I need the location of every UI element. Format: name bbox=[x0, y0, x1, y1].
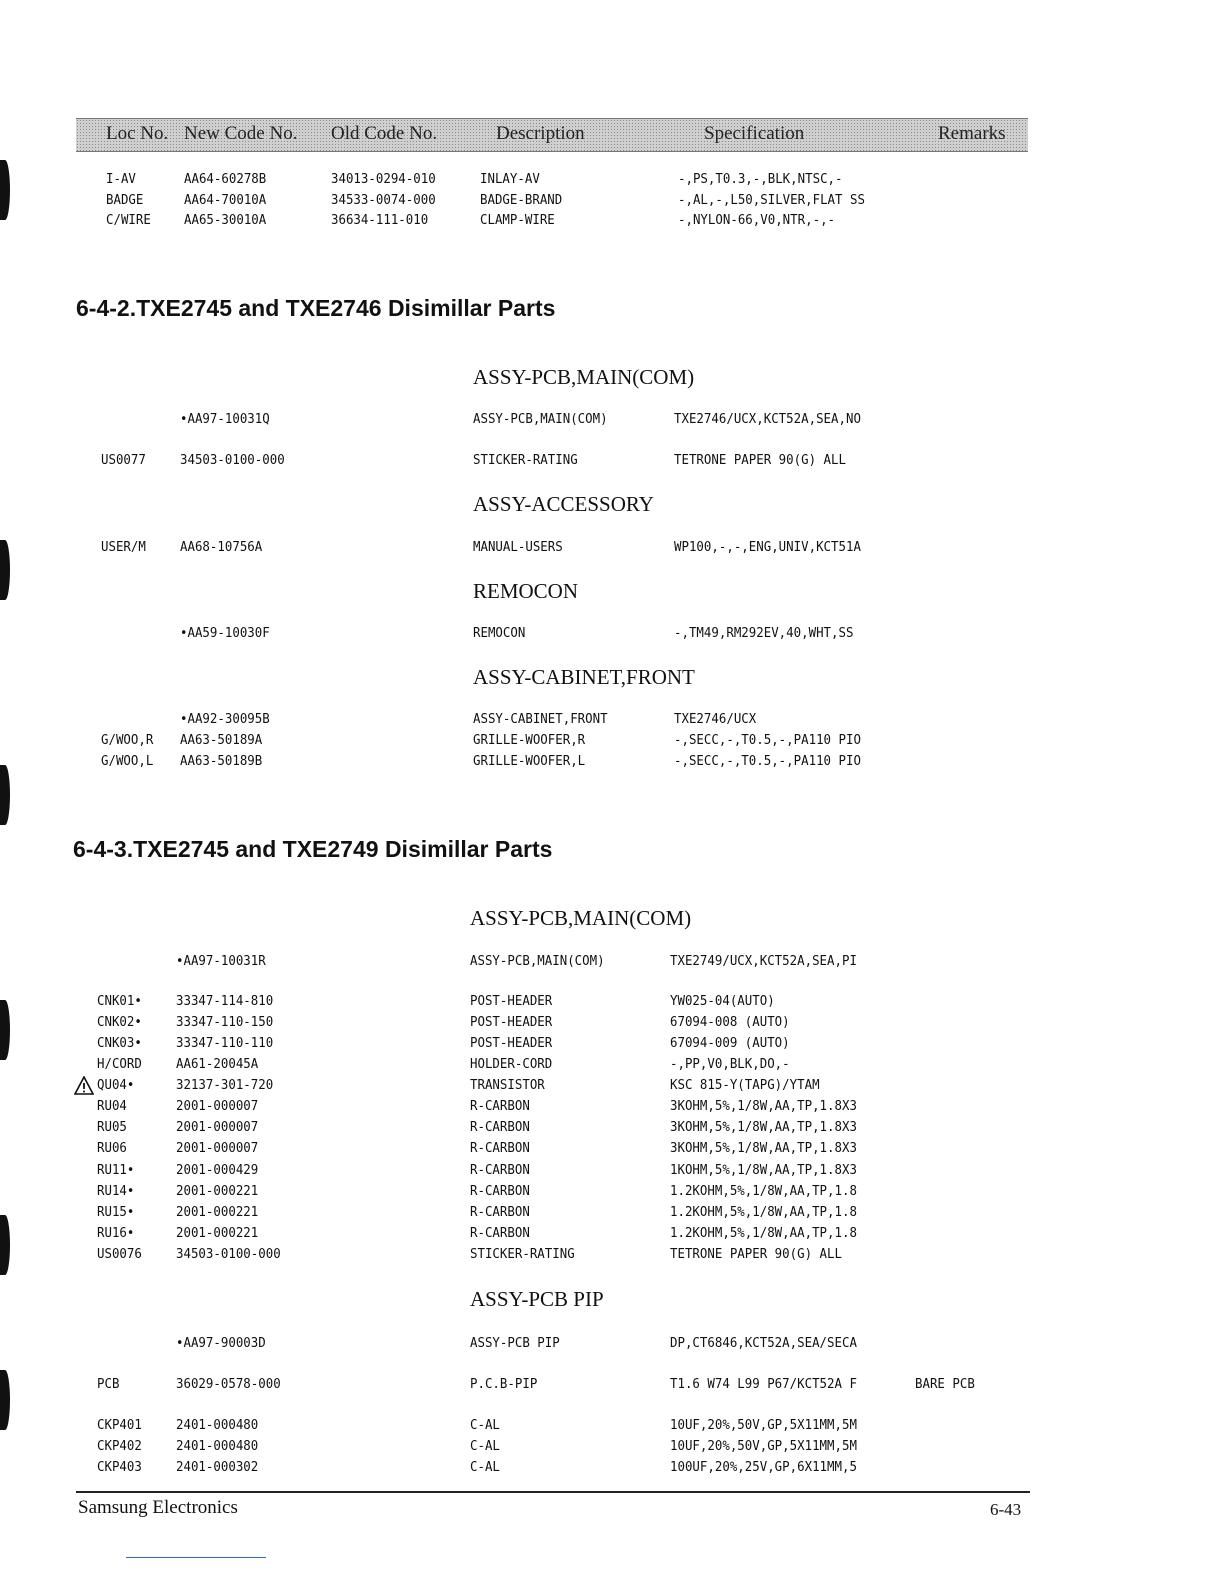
description-cell: R-CARBON bbox=[470, 1162, 530, 1178]
header-loc-no: Loc No. bbox=[106, 123, 169, 144]
binder-hole-mark bbox=[0, 765, 10, 825]
new-code-cell: 33347-110-150 bbox=[176, 1014, 274, 1030]
description-cell: C-AL bbox=[470, 1417, 500, 1433]
specification-cell: 3KOHM,5%,1/8W,AA,TP,1.8X3 bbox=[670, 1119, 857, 1135]
description-cell: CLAMP-WIRE bbox=[480, 212, 555, 228]
new-code-cell: AA65-30010A bbox=[184, 212, 267, 228]
old-code-cell: 34533-0074-000 bbox=[331, 192, 436, 208]
specification-cell: WP100,-,-,ENG,UNIV,KCT51A bbox=[674, 539, 861, 555]
specification-cell: 10UF,20%,50V,GP,5X11MM,5M bbox=[670, 1417, 857, 1433]
specification-cell: 3KOHM,5%,1/8W,AA,TP,1.8X3 bbox=[670, 1140, 857, 1156]
specification-cell: TXE2746/UCX bbox=[674, 711, 757, 727]
description-cell: R-CARBON bbox=[470, 1119, 530, 1135]
description-cell: MANUAL-USERS bbox=[473, 539, 563, 555]
new-code-cell: 36029-0578-000 bbox=[176, 1376, 281, 1392]
description-cell: ASSY-PCB,MAIN(COM) bbox=[470, 953, 605, 969]
new-code-cell: 2001-000007 bbox=[176, 1140, 259, 1156]
new-code-cell: 32137-301-720 bbox=[176, 1077, 274, 1093]
loc-no-cell: CKP401 bbox=[97, 1417, 142, 1433]
new-code-cell: 2401-000302 bbox=[176, 1459, 259, 1475]
new-code-cell: 34503-0100-000 bbox=[176, 1246, 281, 1262]
binder-hole-mark bbox=[0, 1000, 10, 1060]
description-cell: REMOCON bbox=[473, 625, 526, 641]
description-cell: POST-HEADER bbox=[470, 1035, 553, 1051]
loc-no-cell: US0076 bbox=[97, 1246, 142, 1262]
new-code-cell: 2001-000221 bbox=[176, 1204, 259, 1220]
group-heading: REMOCON bbox=[473, 579, 579, 603]
footer-company: Samsung Electronics bbox=[78, 1497, 238, 1518]
new-code-cell: AA68-10756A bbox=[180, 539, 263, 555]
specification-cell: -,TM49,RM292EV,40,WHT,SS bbox=[674, 625, 854, 641]
description-cell: R-CARBON bbox=[470, 1098, 530, 1114]
loc-no-cell: BADGE bbox=[106, 192, 144, 208]
description-cell: GRILLE-WOOFER,L bbox=[473, 753, 586, 769]
binder-hole-mark bbox=[0, 1370, 10, 1430]
description-cell: BADGE-BRAND bbox=[480, 192, 563, 208]
description-cell: HOLDER-CORD bbox=[470, 1056, 553, 1072]
loc-no-cell: G/WOO,L bbox=[101, 753, 154, 769]
description-cell: POST-HEADER bbox=[470, 993, 553, 1009]
loc-no-cell: RU04 bbox=[97, 1098, 127, 1114]
new-code-cell: 2001-000007 bbox=[176, 1119, 259, 1135]
new-code-cell: •AA97-10031Q bbox=[180, 411, 270, 427]
specification-cell: -,SECC,-,T0.5,-,PA110 PIO bbox=[674, 753, 861, 769]
new-code-cell: •AA92-30095B bbox=[180, 711, 270, 727]
group-heading: ASSY-CABINET,FRONT bbox=[473, 665, 695, 689]
header-new-code: New Code No. bbox=[184, 123, 298, 144]
description-cell: R-CARBON bbox=[470, 1204, 530, 1220]
new-code-cell: 34503-0100-000 bbox=[180, 452, 285, 468]
description-cell: POST-HEADER bbox=[470, 1014, 553, 1030]
new-code-cell: AA64-70010A bbox=[184, 192, 267, 208]
specification-cell: TETRONE PAPER 90(G) ALL bbox=[674, 452, 846, 468]
loc-no-cell: RU06 bbox=[97, 1140, 127, 1156]
new-code-cell: 2001-000007 bbox=[176, 1098, 259, 1114]
specification-cell: 1.2KOHM,5%,1/8W,AA,TP,1.8 bbox=[670, 1204, 857, 1220]
description-cell: C-AL bbox=[470, 1438, 500, 1454]
specification-cell: -,AL,-,L50,SILVER,FLAT SS bbox=[678, 192, 865, 208]
loc-no-cell: RU14• bbox=[97, 1183, 135, 1199]
new-code-cell: 2001-000221 bbox=[176, 1225, 259, 1241]
specification-cell: -,SECC,-,T0.5,-,PA110 PIO bbox=[674, 732, 861, 748]
header-specification: Specification bbox=[704, 123, 805, 144]
footer-page-number: 6-43 bbox=[990, 1500, 1022, 1519]
new-code-cell: 33347-110-110 bbox=[176, 1035, 274, 1051]
loc-no-cell: QU04• bbox=[97, 1077, 135, 1093]
specification-cell: 67094-009 (AUTO) bbox=[670, 1035, 790, 1051]
description-cell: GRILLE-WOOFER,R bbox=[473, 732, 586, 748]
specification-cell: -,PP,V0,BLK,DO,- bbox=[670, 1056, 790, 1072]
header-description: Description bbox=[496, 123, 585, 144]
binder-hole-mark bbox=[0, 540, 10, 600]
section-title-6-4-3: 6-4-3.TXE2745 and TXE2749 Disimillar Parts bbox=[73, 836, 553, 862]
bottom-rule bbox=[126, 1557, 266, 1558]
description-cell: ASSY-PCB,MAIN(COM) bbox=[473, 411, 608, 427]
new-code-cell: 2001-000429 bbox=[176, 1162, 259, 1178]
loc-no-cell: RU16• bbox=[97, 1225, 135, 1241]
specification-cell: KSC 815-Y(TAPG)/YTAM bbox=[670, 1077, 820, 1093]
new-code-cell: •AA59-10030F bbox=[180, 625, 270, 641]
description-cell: R-CARBON bbox=[470, 1183, 530, 1199]
old-code-cell: 34013-0294-010 bbox=[331, 171, 436, 187]
loc-no-cell: CNK02• bbox=[97, 1014, 142, 1030]
loc-no-cell: CKP402 bbox=[97, 1438, 142, 1454]
loc-no-cell: CKP403 bbox=[97, 1459, 142, 1475]
new-code-cell: AA61-20045A bbox=[176, 1056, 259, 1072]
specification-cell: -,PS,T0.3,-,BLK,NTSC,- bbox=[678, 171, 843, 187]
description-cell: C-AL bbox=[470, 1459, 500, 1475]
warning-triangle-icon bbox=[74, 1076, 94, 1095]
loc-no-cell: USER/M bbox=[101, 539, 146, 555]
loc-no-cell: RU15• bbox=[97, 1204, 135, 1220]
description-cell: STICKER-RATING bbox=[470, 1246, 575, 1262]
loc-no-cell: PCB bbox=[97, 1376, 120, 1392]
specification-cell: 3KOHM,5%,1/8W,AA,TP,1.8X3 bbox=[670, 1098, 857, 1114]
section-title-6-4-2: 6-4-2.TXE2745 and TXE2746 Disimillar Parts bbox=[76, 295, 556, 321]
specification-cell: 10UF,20%,50V,GP,5X11MM,5M bbox=[670, 1438, 857, 1454]
new-code-cell: AA64-60278B bbox=[184, 171, 267, 187]
specification-cell: 100UF,20%,25V,GP,6X11MM,5 bbox=[670, 1459, 857, 1475]
loc-no-cell: RU11• bbox=[97, 1162, 135, 1178]
description-cell: INLAY-AV bbox=[480, 171, 540, 187]
group-heading: ASSY-PCB PIP bbox=[470, 1287, 604, 1311]
specification-cell: TETRONE PAPER 90(G) ALL bbox=[670, 1246, 842, 1262]
loc-no-cell: I-AV bbox=[106, 171, 136, 187]
new-code-cell: 2401-000480 bbox=[176, 1438, 259, 1454]
loc-no-cell: CNK01• bbox=[97, 993, 142, 1009]
header-old-code: Old Code No. bbox=[331, 123, 438, 144]
loc-no-cell: H/CORD bbox=[97, 1056, 142, 1072]
new-code-cell: AA63-50189B bbox=[180, 753, 263, 769]
description-cell: R-CARBON bbox=[470, 1140, 530, 1156]
description-cell: TRANSISTOR bbox=[470, 1077, 545, 1093]
footer-rule bbox=[76, 1491, 1030, 1493]
description-cell: R-CARBON bbox=[470, 1225, 530, 1241]
group-heading: ASSY-PCB,MAIN(COM) bbox=[473, 365, 695, 389]
old-code-cell: 36634-111-010 bbox=[331, 212, 429, 228]
loc-no-cell: G/WOO,R bbox=[101, 732, 154, 748]
specification-cell: 1KOHM,5%,1/8W,AA,TP,1.8X3 bbox=[670, 1162, 857, 1178]
loc-no-cell: C/WIRE bbox=[106, 212, 151, 228]
header-remarks: Remarks bbox=[938, 123, 1006, 144]
description-cell: P.C.B-PIP bbox=[470, 1376, 538, 1392]
specification-cell: 1.2KOHM,5%,1/8W,AA,TP,1.8 bbox=[670, 1225, 857, 1241]
new-code-cell: 2401-000480 bbox=[176, 1417, 259, 1433]
new-code-cell: •AA97-10031R bbox=[176, 953, 266, 969]
loc-no-cell: US0077 bbox=[101, 452, 146, 468]
description-cell: STICKER-RATING bbox=[473, 452, 578, 468]
new-code-cell: AA63-50189A bbox=[180, 732, 263, 748]
new-code-cell: •AA97-90003D bbox=[176, 1335, 266, 1351]
specification-cell: 67094-008 (AUTO) bbox=[670, 1014, 790, 1030]
specification-cell: YW025-04(AUTO) bbox=[670, 993, 775, 1009]
specification-cell: 1.2KOHM,5%,1/8W,AA,TP,1.8 bbox=[670, 1183, 857, 1199]
group-heading: ASSY-PCB,MAIN(COM) bbox=[470, 906, 692, 930]
specification-cell: TXE2746/UCX,KCT52A,SEA,NO bbox=[674, 411, 861, 427]
loc-no-cell: RU05 bbox=[97, 1119, 127, 1135]
specification-cell: DP,CT6846,KCT52A,SEA/SECA bbox=[670, 1335, 857, 1351]
new-code-cell: 2001-000221 bbox=[176, 1183, 259, 1199]
remarks-cell: BARE PCB bbox=[915, 1376, 975, 1392]
group-heading: ASSY-ACCESSORY bbox=[473, 492, 654, 516]
binder-hole-mark bbox=[0, 1215, 10, 1275]
binder-hole-mark bbox=[0, 160, 10, 220]
specification-cell: T1.6 W74 L99 P67/KCT52A F bbox=[670, 1376, 857, 1392]
column-header-bar bbox=[76, 118, 1028, 152]
new-code-cell: 33347-114-810 bbox=[176, 993, 274, 1009]
loc-no-cell: CNK03• bbox=[97, 1035, 142, 1051]
specification-cell: -,NYLON-66,V0,NTR,-,- bbox=[678, 212, 836, 228]
description-cell: ASSY-PCB PIP bbox=[470, 1335, 560, 1351]
description-cell: ASSY-CABINET,FRONT bbox=[473, 711, 608, 727]
specification-cell: TXE2749/UCX,KCT52A,SEA,PI bbox=[670, 953, 857, 969]
